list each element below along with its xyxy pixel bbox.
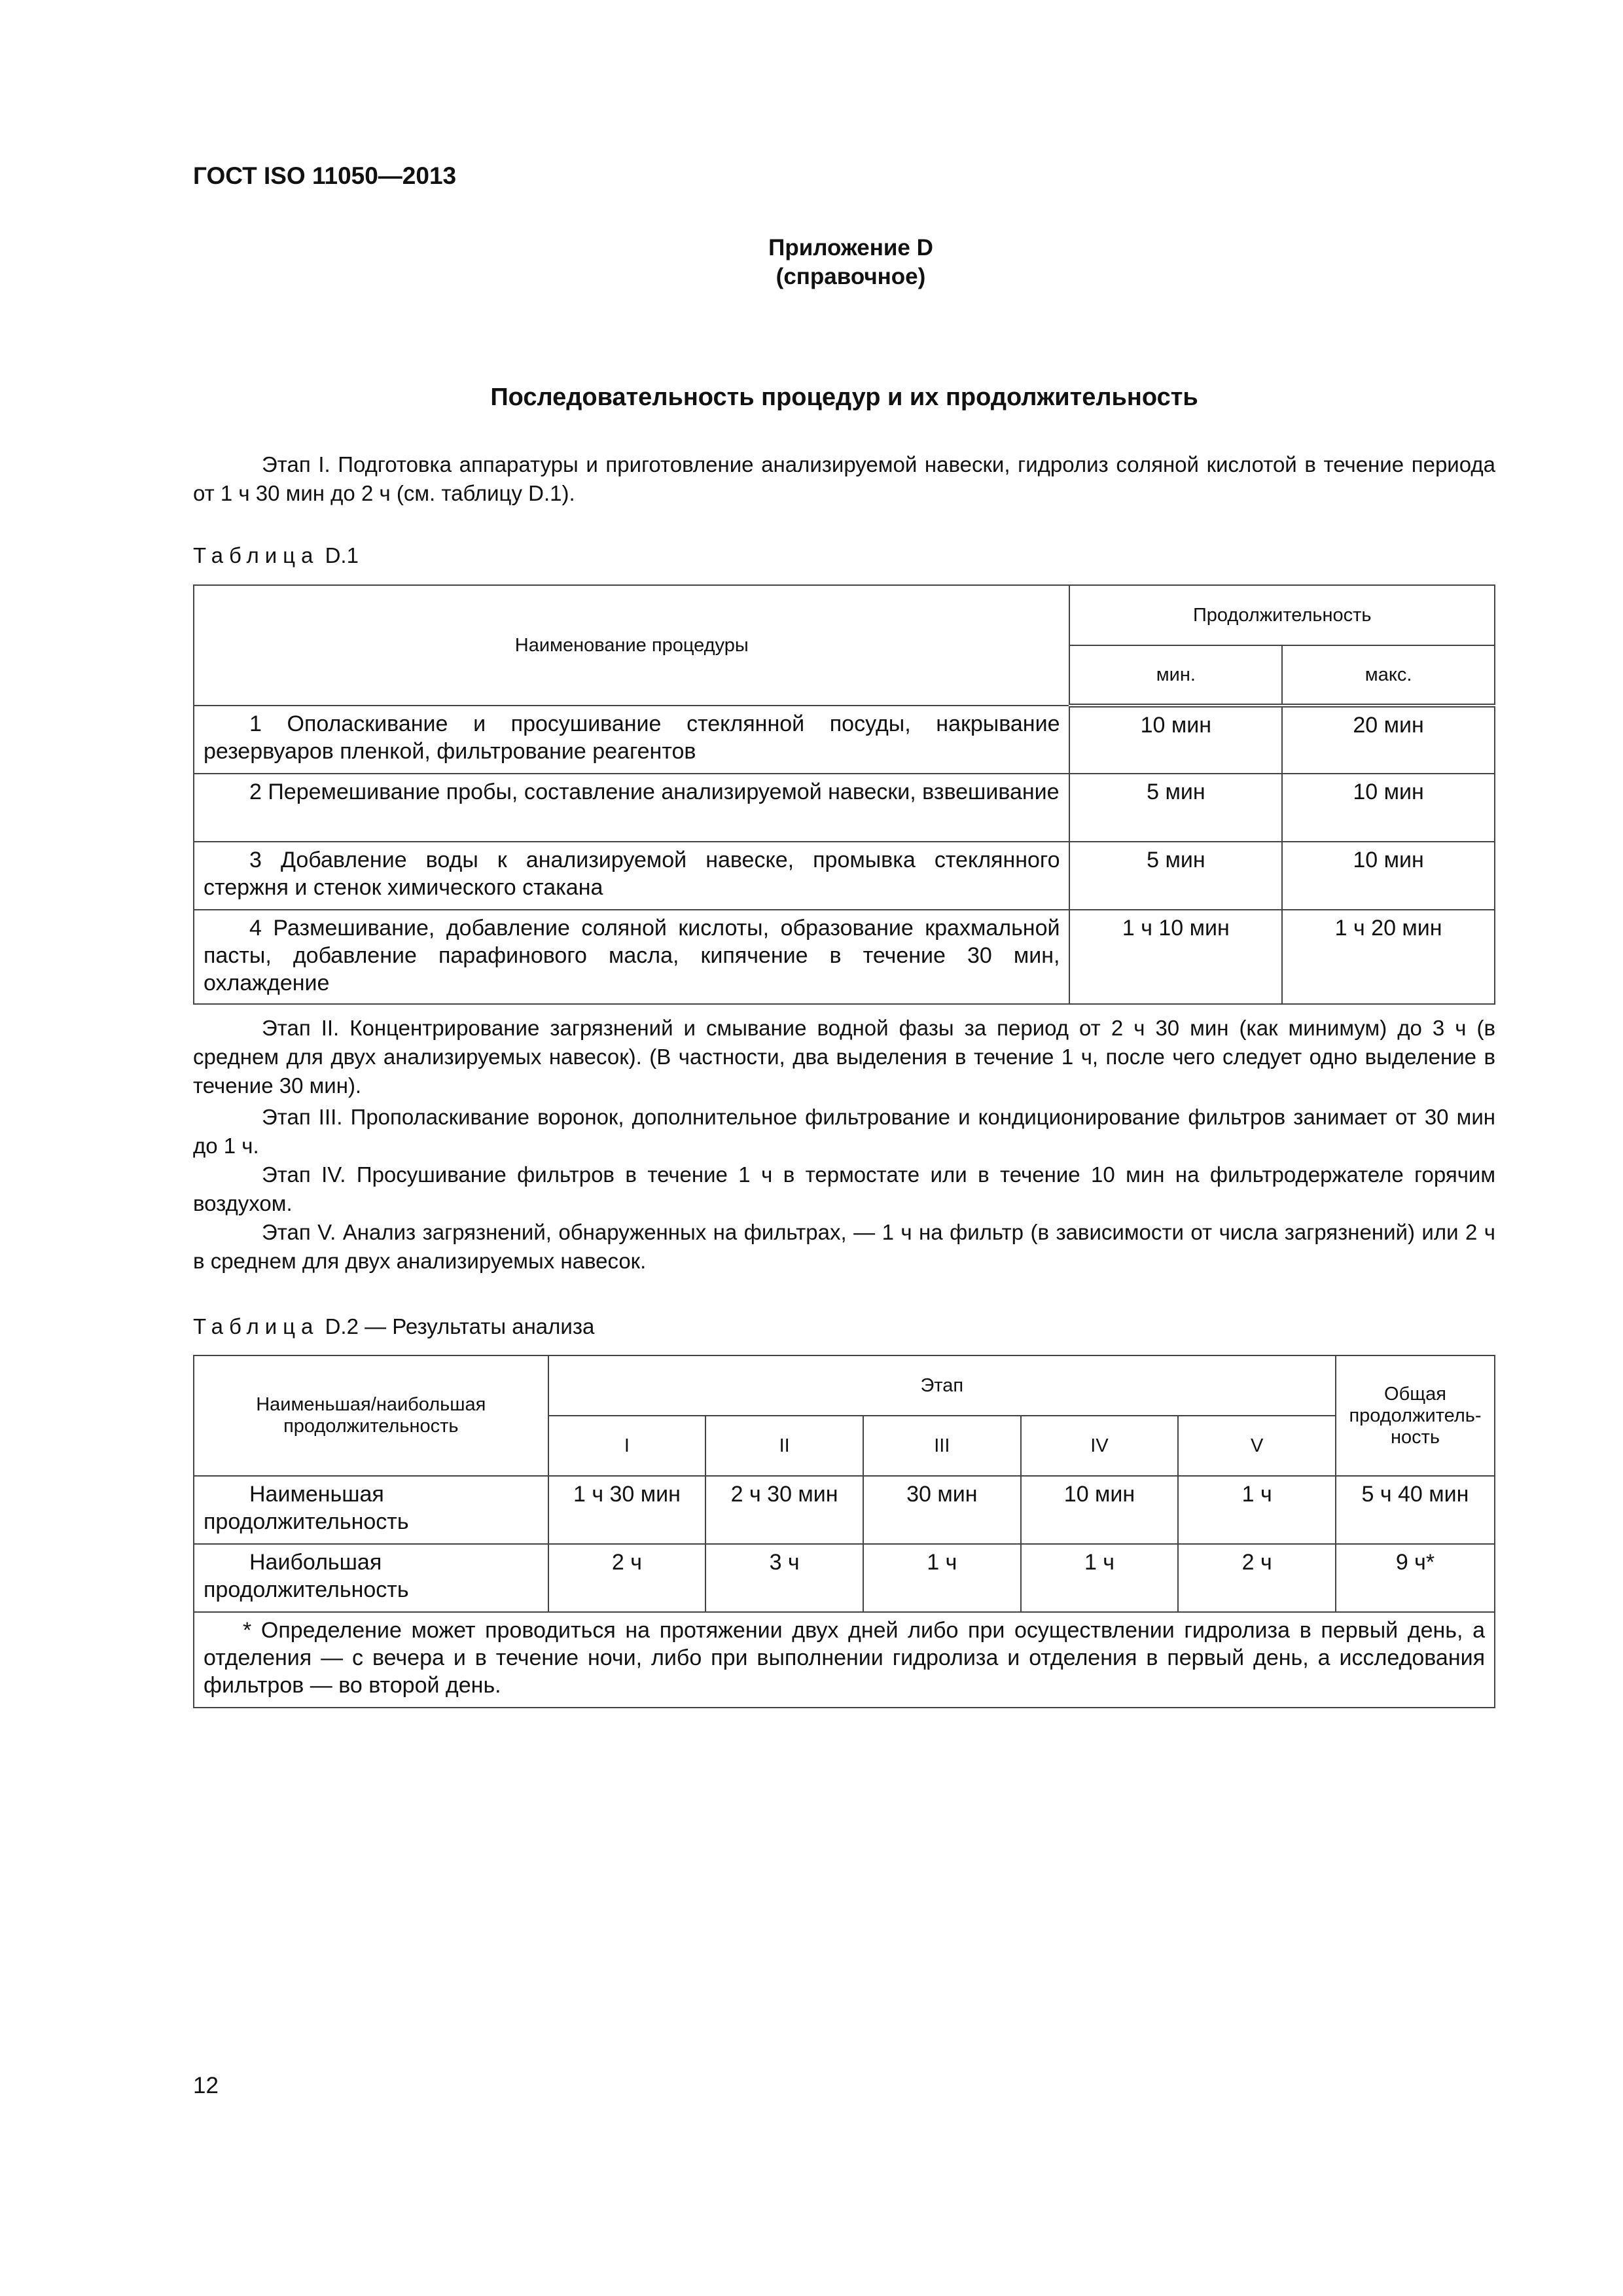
stage-5-paragraph — [193, 1218, 1495, 1276]
table-word: Таблица — [193, 543, 319, 567]
header-procedure-name: Наименование процедуры — [194, 585, 1069, 706]
stage-value-cell: 1 ч — [1178, 1476, 1336, 1544]
stage-value-cell: 2 ч 30 мин — [705, 1476, 863, 1544]
procedure-duration-table — [193, 584, 1495, 1005]
stage-label: Этап IV. — [262, 1162, 346, 1187]
stage-value-cell: 1 ч 30 мин — [548, 1476, 706, 1544]
stage-2-paragraph — [193, 1014, 1495, 1100]
table-caption-text: D.2 — Результаты анализа — [325, 1314, 595, 1338]
table-row — [194, 1476, 1495, 1544]
table-footnote: * Определение может проводиться на протяжении двух дней либо при осуществлении гидролиза в первый день, а отделения — с вечера и в течение ночи, либо при выполнении гидролиза и отделения в первый день, а исследования фильтров — во второй день. — [194, 1612, 1495, 1708]
stage-text: Подготовка аппаратуры и приготовление анализируемой навески, гидролиз соляной кислотой в течение периода от 1 ч 30 мин до 2 ч (см. таблицу D.1). — [193, 452, 1495, 505]
header-stage-numeral: II — [705, 1416, 863, 1476]
table-row — [194, 706, 1495, 774]
stage-text: Анализ загрязнений, обнаруженных на фильтрах, — 1 ч на фильтр (в зависимости от числа загрязнений) или 2 ч в среднем для двух анализируемых навесок. — [193, 1220, 1495, 1273]
procedure-cell: 1 Ополаскивание и просушивание стеклянной посуды, накрывание резервуаров пленкой, фильтрование реагентов — [194, 706, 1069, 774]
annex-title: Приложение D — [768, 235, 933, 260]
stage-text: Концентрирование загрязнений и смывание водной фазы за период от 2 ч 30 мин (как минимум) до 3 ч (в среднем для двух анализируемых навесок). (В частности, два выделения в течение 1 ч, после чего следует одно выделение в течение 30 мин). — [193, 1016, 1495, 1098]
stage-label: Этап III. — [262, 1105, 343, 1129]
stage-value-cell: 2 ч — [1178, 1544, 1336, 1612]
header-total-duration: Общая продолжитель-ность — [1336, 1355, 1495, 1476]
header-stage-numeral: V — [1178, 1416, 1336, 1476]
stage-label: Этап V. — [262, 1220, 336, 1244]
stage-3-paragraph — [193, 1103, 1495, 1160]
stage-label: Этап I. — [262, 452, 330, 476]
table-row — [194, 910, 1495, 1004]
stage-value-cell: 3 ч — [705, 1544, 863, 1612]
table-id: D.1 — [325, 543, 359, 567]
header-duration: Продолжительность — [1069, 585, 1495, 645]
procedure-cell: 3 Добавление воды к анализируемой навеске, промывка стеклянного стержня и стенок химического стакана — [194, 842, 1069, 910]
row-label: Наименьшая продолжительность — [194, 1476, 548, 1544]
table-row — [194, 1544, 1495, 1612]
procedure-cell: 4 Размешивание, добавление соляной кислоты, образование крахмальной пасты, добавление парафинового масла, кипячение в течение 30 мин, охлаждение — [194, 910, 1069, 1004]
document-code: ГОСТ ISO 11050—2013 — [193, 162, 457, 189]
stage-1-paragraph — [193, 450, 1495, 508]
table-2-caption — [193, 1314, 594, 1339]
stage-text: Просушивание фильтров в течение 1 ч в термостате или в течение 10 мин на фильтродержателе горячим воздухом. — [193, 1162, 1496, 1215]
total-cell: 5 ч 40 мин — [1336, 1476, 1495, 1544]
stage-text: Прополаскивание воронок, дополнительное фильтрование и кондиционирование фильтров занимает от 30 мин до 1 ч. — [193, 1105, 1495, 1158]
section-title: Последовательность процедур и их продолжительность — [490, 384, 1198, 411]
max-cell: 10 мин — [1282, 774, 1495, 842]
max-cell: 1 ч 20 мин — [1282, 910, 1495, 1004]
stage-4-paragraph — [193, 1160, 1495, 1218]
footnote-row — [194, 1612, 1495, 1708]
stage-value-cell: 2 ч — [548, 1544, 706, 1612]
max-cell: 10 мин — [1282, 842, 1495, 910]
min-cell: 5 мин — [1069, 774, 1282, 842]
analysis-results-table — [193, 1355, 1495, 1708]
table-row — [194, 774, 1495, 842]
stage-value-cell: 1 ч — [1021, 1544, 1179, 1612]
table-1-caption — [193, 543, 359, 568]
page-number: 12 — [193, 2073, 219, 2098]
header-stage: Этап — [548, 1355, 1336, 1416]
header-duration-type: Наименьшая/наибольшая продолжительность — [194, 1355, 548, 1476]
stage-value-cell: 30 мин — [863, 1476, 1021, 1544]
min-cell: 1 ч 10 мин — [1069, 910, 1282, 1004]
stage-value-cell: 10 мин — [1021, 1476, 1179, 1544]
header-stage-numeral: I — [548, 1416, 706, 1476]
max-cell: 20 мин — [1282, 706, 1495, 774]
annex-type: (справочное) — [776, 264, 926, 289]
header-stage-numeral: IV — [1021, 1416, 1179, 1476]
table-word: Таблица — [193, 1314, 319, 1338]
stage-label: Этап II. — [262, 1016, 340, 1040]
header-min: мин. — [1069, 645, 1282, 706]
header-max: макс. — [1282, 645, 1495, 706]
stage-value-cell: 1 ч — [863, 1544, 1021, 1612]
header-stage-numeral: III — [863, 1416, 1021, 1476]
min-cell: 5 мин — [1069, 842, 1282, 910]
table-row — [194, 842, 1495, 910]
row-label: Наибольшая продолжительность — [194, 1544, 548, 1612]
total-cell: 9 ч* — [1336, 1544, 1495, 1612]
min-cell: 10 мин — [1069, 706, 1282, 774]
procedure-cell: 2 Перемешивание пробы, составление анализируемой навески, взвешивание — [194, 774, 1069, 842]
